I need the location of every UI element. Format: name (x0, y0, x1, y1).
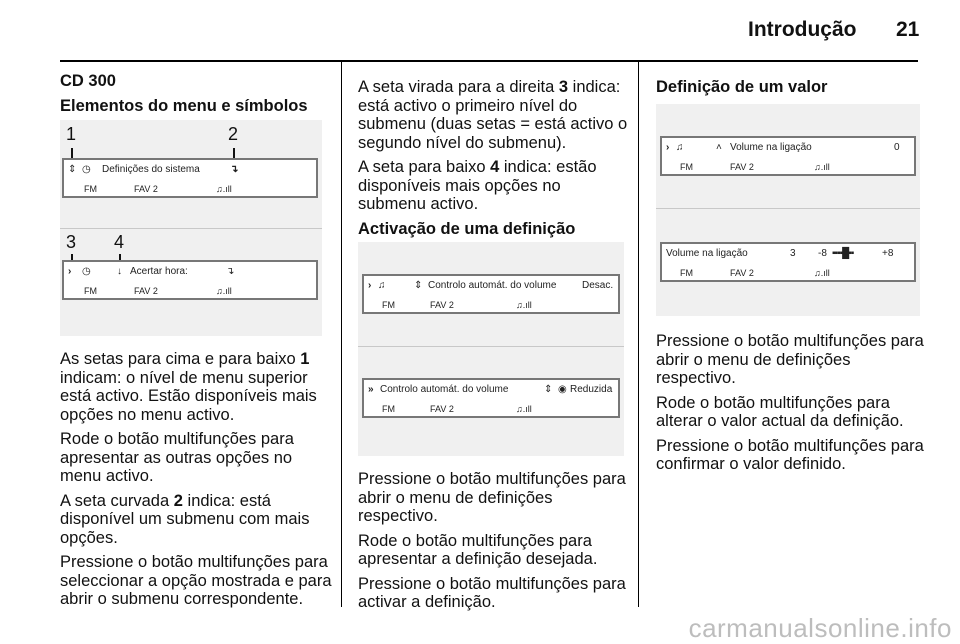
header-rule (60, 60, 918, 62)
menu-symbols-figure (60, 120, 322, 336)
display-label: Controlo automát. do volume (380, 384, 509, 395)
paragraph: A seta virada para a direita 3 indica: está activo o primeiro nível do submenu (duas setas = está activo o segundo nível do submenu). (358, 78, 628, 152)
column-1-text (60, 350, 332, 615)
music-signal-icon: ♫.ıll (516, 300, 532, 310)
curved-arrow-icon: ↴ (230, 164, 239, 175)
display-source: FM (680, 268, 693, 278)
column-divider-1 (341, 62, 342, 607)
right-arrow-icon: › (368, 280, 372, 291)
paragraph: Rode o botão multifunções para apresentar as outras opções no menu activo. (60, 430, 294, 485)
display-value: 3 (790, 248, 796, 259)
right-arrow-icon: › (666, 142, 670, 153)
value-scale-bar-icon: ▪▪▪▪█▪▪ (832, 248, 854, 259)
display-auto-volume-reduced (362, 378, 620, 418)
section-heading: Definição de um valor (656, 78, 828, 96)
display-preset: FAV 2 (730, 268, 754, 278)
display-source: FM (382, 300, 395, 310)
clock-icon: ◷ (82, 266, 91, 277)
display-system-settings (62, 158, 318, 198)
paragraph: Pressione o botão multifunções para activar a definição. (358, 574, 626, 611)
right-arrow-icon: › (68, 266, 72, 277)
paragraph: Rode o botão multifunções para alterar o valor actual da definição. (656, 393, 904, 430)
activate-setting-figure (358, 242, 624, 456)
up-arrow-icon: ˄ (716, 142, 722, 153)
display-auto-volume-off (362, 274, 620, 314)
section-heading: Elementos do menu e símbolos (60, 96, 308, 115)
display-value: Desac. (582, 280, 614, 291)
model-heading: CD 300 (60, 72, 116, 90)
column-1 (60, 72, 330, 121)
section-heading: Activação de uma definição (358, 219, 576, 238)
down-arrow-icon: ↓ (117, 266, 122, 277)
watermark: carmanualsonline.info (688, 613, 952, 643)
music-signal-icon: ♫.ıll (216, 184, 232, 194)
display-preset: FAV 2 (430, 300, 454, 310)
display-call-volume (660, 136, 916, 176)
paragraph: Pressione o botão multifunções para abrir o menu de definições respectivo. (656, 332, 924, 387)
scale-min: -8 (818, 248, 827, 259)
double-right-arrow-icon: » (368, 384, 374, 395)
music-note-icon: ♫ (378, 280, 386, 291)
column-3-text (656, 332, 926, 480)
set-value-figure (656, 104, 920, 316)
radio-selected-icon: ◉ (558, 384, 567, 395)
paragraph: As setas para cima e para baixo 1 indicam: o nível de menu superior está activo. Estão disponíveis mais opções no menu activo. (60, 350, 317, 424)
column-2-text-bottom (358, 470, 630, 618)
display-label: Acertar hora: (130, 266, 188, 277)
figure-separator (358, 346, 624, 347)
display-preset: FAV 2 (134, 286, 158, 296)
scale-max: +8 (882, 248, 894, 259)
paragraph: Rode o botão multifunções para apresentar a definição desejada. (358, 531, 598, 568)
display-source: FM (680, 162, 693, 172)
music-signal-icon: ♫.ıll (216, 286, 232, 296)
page-number: 21 (896, 18, 920, 41)
display-preset: FAV 2 (430, 404, 454, 414)
display-label: Controlo automát. do volume (428, 280, 557, 291)
up-down-arrow-icon: ⇕ (68, 164, 77, 175)
display-source: FM (84, 184, 97, 194)
paragraph: A seta curvada 2 indica: está disponível um submenu com mais opções. (60, 491, 310, 547)
column-divider-2 (638, 62, 639, 607)
curved-arrow-icon: ↴ (226, 266, 235, 277)
paragraph: A seta para baixo 4 indica: estão disponíveis mais opções no submenu activo. (358, 158, 597, 213)
music-signal-icon: ♫.ıll (814, 268, 830, 278)
callout-1: 1 (66, 124, 77, 144)
figure-separator (60, 228, 322, 229)
clock-icon: ◷ (82, 164, 91, 175)
music-note-icon: ♫ (676, 142, 684, 153)
display-value: Reduzida (570, 384, 613, 395)
figure-separator (656, 208, 920, 209)
column-3-heading (656, 78, 926, 103)
callout-2: 2 (228, 124, 239, 144)
display-source: FM (84, 286, 97, 296)
paragraph: Pressione o botão multifunções para seleccionar a opção mostrada e para abrir o submenu correspondente. (60, 553, 332, 608)
music-signal-icon: ♫.ıll (516, 404, 532, 414)
display-call-volume-adjust (660, 242, 916, 282)
display-label: Volume na ligação (730, 142, 812, 153)
up-down-arrow-icon: ⇕ (414, 280, 423, 291)
paragraph: Pressione o botão multifunções para confirmar o valor definido. (656, 436, 924, 473)
callout-4: 4 (114, 232, 125, 252)
up-down-arrow-icon: ⇕ (544, 384, 553, 395)
display-source: FM (382, 404, 395, 414)
display-label: Volume na ligação (666, 248, 748, 259)
display-preset: FAV 2 (730, 162, 754, 172)
display-preset: FAV 2 (134, 184, 158, 194)
display-value: 0 (894, 142, 900, 153)
page-title: Introdução (748, 18, 857, 41)
music-signal-icon: ♫.ıll (814, 162, 830, 172)
column-2-text-top (358, 78, 628, 244)
callout-3: 3 (66, 232, 77, 252)
paragraph: Pressione o botão multifunções para abrir o menu de definições respectivo. (358, 470, 626, 525)
display-set-time (62, 260, 318, 300)
display-label: Definições do sistema (102, 164, 200, 175)
